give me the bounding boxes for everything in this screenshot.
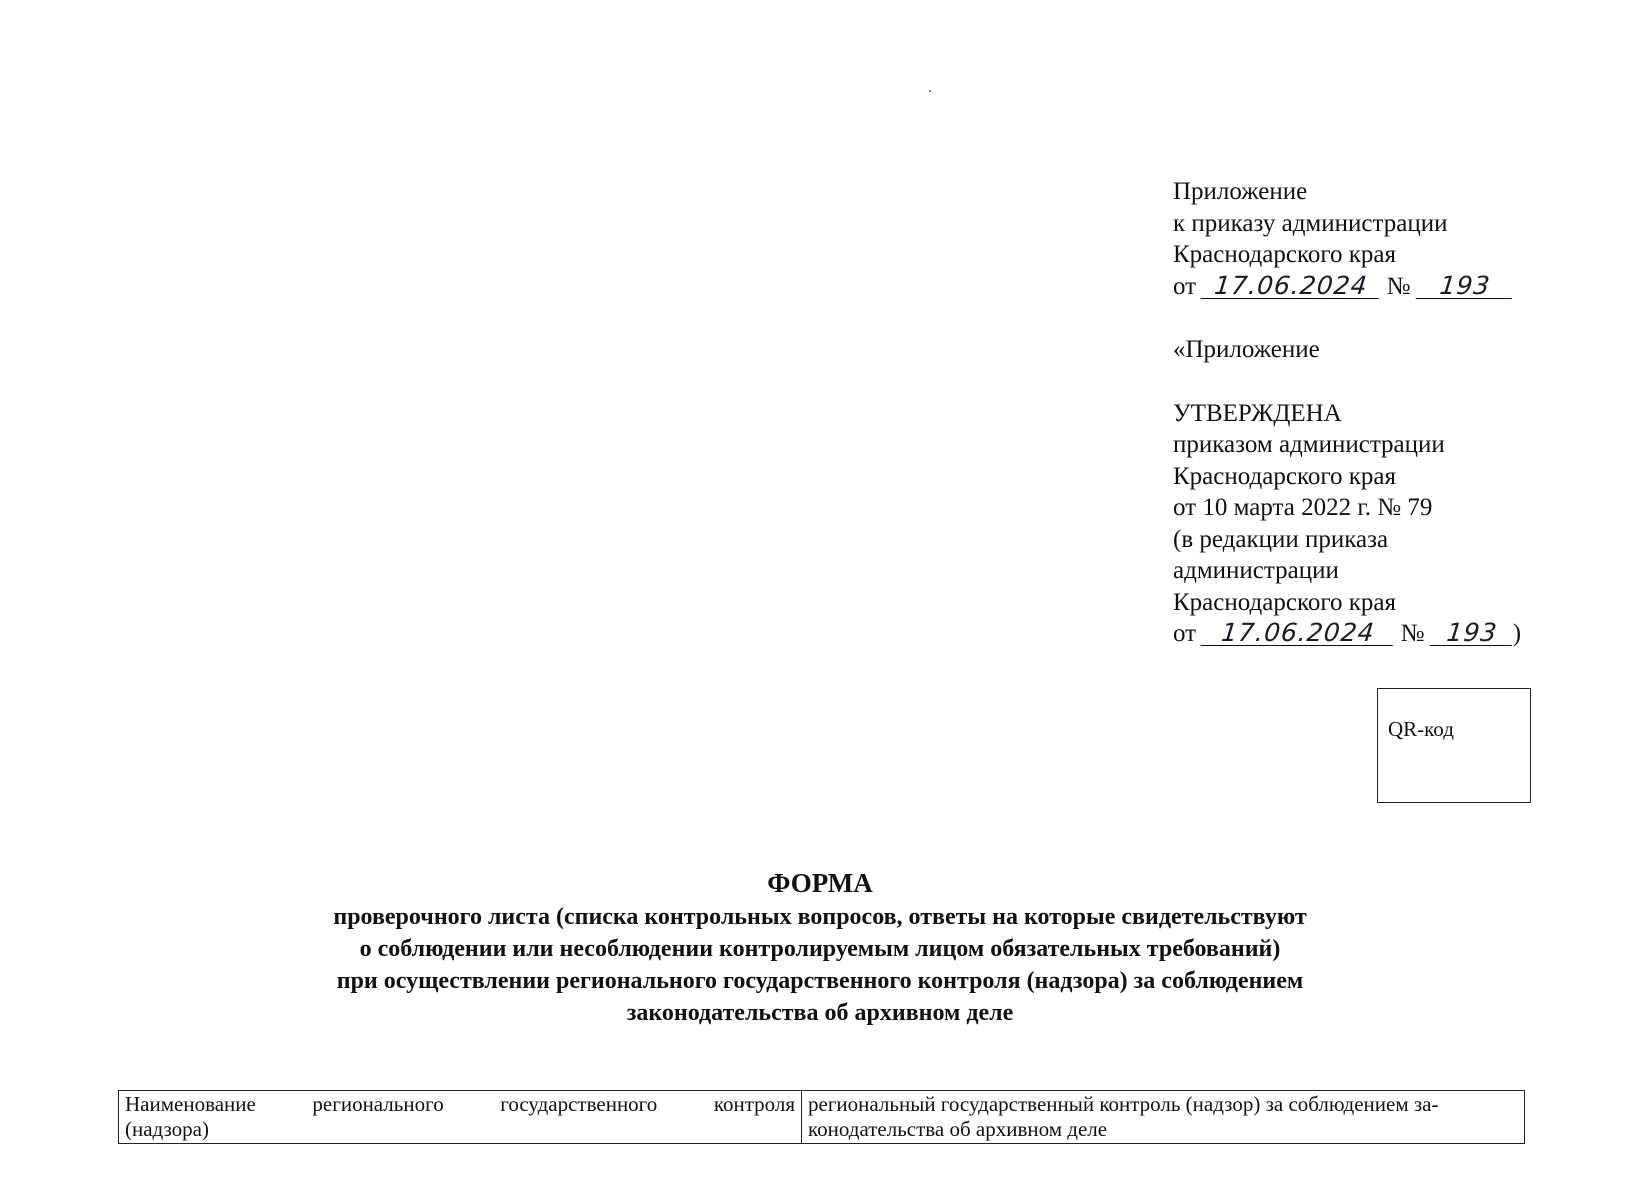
- form-title-block: [215, 866, 1425, 1029]
- appendix-date-number-line: [1173, 271, 1573, 303]
- approved-number-label: №: [1400, 620, 1425, 647]
- control-name-value-line-1: региональный государственный контроль (надзор) за соблюдением за-: [808, 1092, 1439, 1116]
- form-subtitle: [260, 901, 1380, 1029]
- appendix-region: Краснодарского края: [1173, 241, 1396, 268]
- form-subtitle-line-4: законодательства об архивном деле: [626, 1000, 1014, 1026]
- label-word: государственного: [500, 1092, 658, 1116]
- appendix-number-handwritten: 193: [1415, 274, 1514, 299]
- approved-line-5: администрации: [1173, 557, 1339, 584]
- approved-date-number-line: [1173, 618, 1573, 650]
- appendix-from-label: от: [1173, 272, 1197, 300]
- approved-number-handwritten: 193: [1429, 621, 1514, 646]
- table-row: [119, 1091, 1525, 1144]
- control-name-label-line-1: [125, 1092, 795, 1117]
- appendix-date-handwritten: 17.06.2024: [1201, 274, 1382, 299]
- label-word: контроля: [713, 1092, 795, 1116]
- label-word: регионального: [312, 1092, 444, 1116]
- appendix-number-label: №: [1386, 272, 1411, 300]
- approved-from-label: от: [1173, 620, 1197, 647]
- control-name-value-cell: [802, 1091, 1525, 1144]
- form-subtitle-line-3: при осуществлении регионального государственного контроля (надзора) за соблюдением: [336, 968, 1304, 994]
- scan-speck: [929, 90, 931, 92]
- appendix-title: Приложение: [1173, 178, 1308, 205]
- approved-line-3: от 10 марта 2022 г. № 79: [1173, 494, 1433, 521]
- appendix-block: [1173, 176, 1573, 650]
- qr-code-label: QR-код: [1388, 717, 1454, 741]
- control-name-value-line-2: конодательства об архивном деле: [808, 1117, 1108, 1141]
- approved-date-handwritten: 17.06.2024: [1201, 621, 1396, 646]
- approved-line-4: (в редакции приказа: [1173, 525, 1389, 553]
- approved-line-1: приказом администрации: [1173, 431, 1445, 458]
- control-name-label-line-2: (надзора): [125, 1117, 209, 1141]
- appendix-order-ref: к приказу администрации: [1173, 209, 1448, 237]
- control-name-label-cell: [119, 1091, 802, 1144]
- form-subtitle-line-1: проверочного листа (списка контрольных вопросов, ответы на которые свидетельствуют: [333, 904, 1307, 930]
- qr-code-placeholder: [1377, 688, 1531, 803]
- form-subtitle-line-2: о соблюдении или несоблюдении контролируемым лицом обязательных требований): [359, 936, 1281, 962]
- info-table: [118, 1090, 1525, 1144]
- form-title: ФОРМА: [767, 868, 873, 898]
- approved-label: УТВЕРЖДЕНА: [1173, 399, 1342, 427]
- approved-line-2: Краснодарского края: [1173, 462, 1396, 490]
- label-word: Наименование: [125, 1092, 256, 1116]
- approved-closing-paren: ): [1512, 620, 1522, 647]
- approved-prefix: «Приложение: [1173, 336, 1320, 363]
- approved-line-6: Краснодарского края: [1173, 588, 1396, 616]
